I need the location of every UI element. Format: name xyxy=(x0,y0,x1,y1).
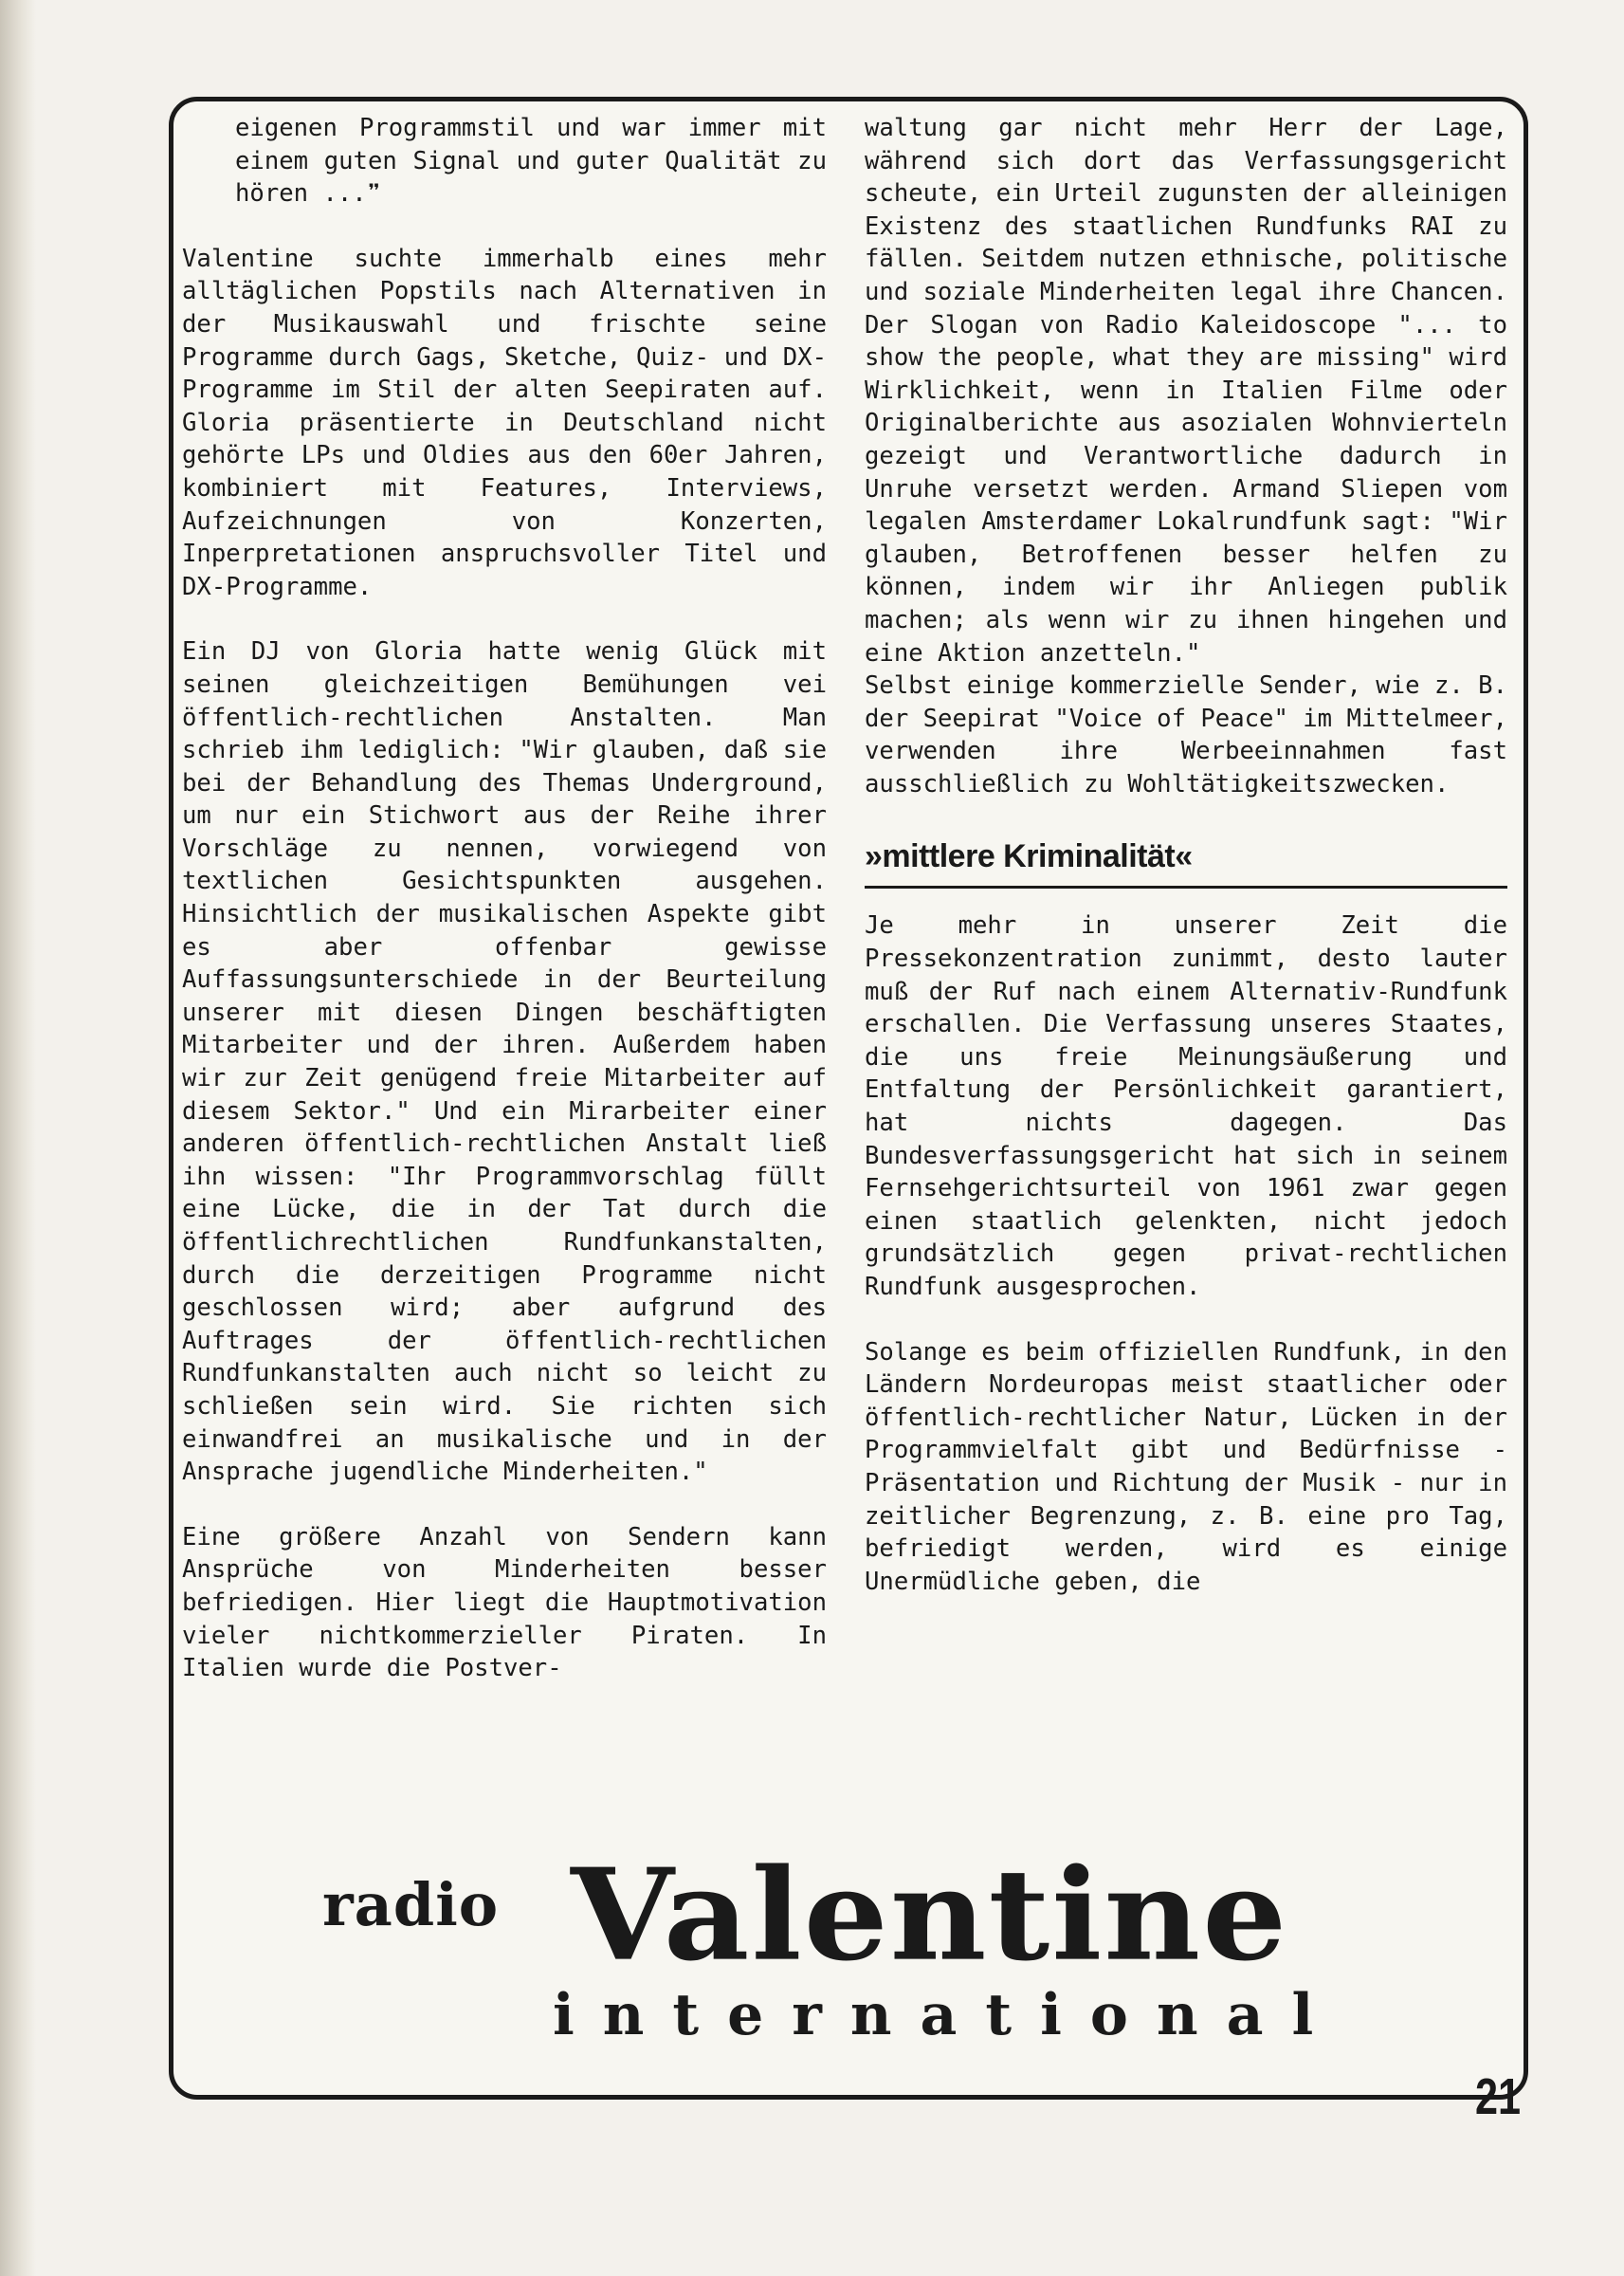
logo-radio-text: radio xyxy=(322,1870,500,1939)
logo-valentine-text: Valentine xyxy=(571,1842,1289,1990)
paragraph-official-broadcasting: Solange es beim offiziellen Rundfunk, in den Ländern Nordeuropas meist staatlicher oder öffentlich-rechtlicher Natur, Lücken in der Programmvielfalt gibt und Bedürfnisse - Präsentation und Richtung der Musik - nur in zeitlicher Begrenzung, z. B. eine pro Tag, befriedigt werden, wird es einige Unermüdliche geben, die xyxy=(865,1337,1507,1596)
paragraph-valentine-style: Valentine suchte immerhalb eines mehr alltäglichen Popstils nach Alternativen in der Musikauswahl und frischte seine Programme durch Gags, Sketche, Quiz- und DX-Programme im Stil der alten Seepiraten auf. Gloria präsentierte in Deutschland nicht gehörte LPs und Oldies aus den 60er Jahren, kombiniert mit Features, Interviews, Aufzeichnungen von Konzerten, Inperpretationen anspruchsvoller Titel und DX-Programme. xyxy=(182,244,827,601)
page-binding-edge xyxy=(0,0,36,2276)
radio-valentine-logo xyxy=(322,1842,1413,2067)
right-column xyxy=(865,112,1507,1598)
section-heading: »mittlere Kriminalität« xyxy=(865,833,1507,889)
left-column xyxy=(182,112,827,1685)
page-number: 21 xyxy=(1475,2068,1522,2125)
paragraph-quote-end: eigenen Programmstil und war immer mit einem guten Signal und guter Qualität zu hören ...❞ xyxy=(235,114,827,209)
paragraph-italy: waltung gar nicht mehr Herr der Lage, während sich dort das Verfassungsgericht scheute, ein Urteil zugunsten der alleinigen Existenz des staatlichen Rundfunks RAI zu fällen. Seitdem nutzen ethnische, politische und soziale Minderheiten legal ihre Chancen. Der Slogan von Radio Kaleidoscope "... to show the people, what they are missing" wird Wirklichkeit, wenn in Italien Filme oder Originalberichte aus asozialen Wohnvierteln gezeigt und Verantwortliche dadurch in Unruhe versetzt werden. Armand Sliepen vom legalen Amsterdamer Lokalrundfunk sagt: "Wir glauben, Betroffenen besser helfen zu können, indem wir ihr Anliegen publik machen; als wenn wir zu ihnen hingehen und eine Aktion anzetteln." xyxy=(865,114,1507,668)
paragraph-press-concentration: Je mehr in unserer Zeit die Pressekonzentration zunimmt, desto lauter muß der Ruf nach einem Alternativ-Rundfunk erschallen. Die Verfassung unseres Staates, die uns freie Meinungsäußerung und Entfaltung der Persönlichkeit garantiert, hat nichts dagegen. Das Bundesverfassungsgericht hat sich in seinem Fernsehgerichtsurteil von 1961 zwar gegen einen staatlich gelenkten, nicht jedoch grundsätzlich gegen privat-rechtlichen Rundfunk ausgesprochen. xyxy=(865,911,1507,1301)
paragraph-minorities: Eine größere Anzahl von Sendern kann Ansprüche von Minderheiten besser befriedigen. Hier liegt die Hauptmotivation vieler nichtkommerzieller Piraten. In Italien wurde die Postver- xyxy=(182,1522,827,1683)
paragraph-commercial-stations: Selbst einige kommerzielle Sender, wie z. B. der Seepirat "Voice of Peace" im Mittelmeer, verwenden ihre Werbeeinnahmen fast ausschließlich zu Wohltätigkeitszwecken. xyxy=(865,671,1507,798)
paragraph-gloria-dj: Ein DJ von Gloria hatte wenig Glück mit seinen gleichzeitigen Bemühungen vei öffentlich-rechtlichen Anstalten. Man schrieb ihm lediglich: "Wir glauben, daß sie bei der Behandlung des Themas Underground, um nur ein Stichwort aus der Reihe ihrer Vorschläge zu nennen, vorwiegend von textlichen Gesichtspunkten ausgehen. Hinsichtlich der musikalischen Aspekte gibt es aber offenbar gewisse Auffassungsunterschiede in der Beurteilung unserer mit diesen Dingen beschäftigten Mitarbeiter und der ihren. Außerdem haben wir zur Zeit genügend freie Mitarbeiter auf diesem Sektor." Und ein Mirarbeiter einer anderen öffentlich-rechtlichen Anstalt ließ ihn wissen: "Ihr Programmvorschlag füllt eine Lücke, die in der Tat durch die öffentlichrechtlichen Rundfunkanstalten, durch die derzeitigen Programme nicht geschlossen wird; aber aufgrund des Auftrages der öffentlich-rechtlichen Rundfunkanstalten auch nicht so leicht zu schließen sein wird. Sie richten sich einwandfrei an musikalische und in der Ansprache jugendliche Minderheiten." xyxy=(182,637,827,1487)
logo-international-text: international xyxy=(553,1982,1342,2048)
